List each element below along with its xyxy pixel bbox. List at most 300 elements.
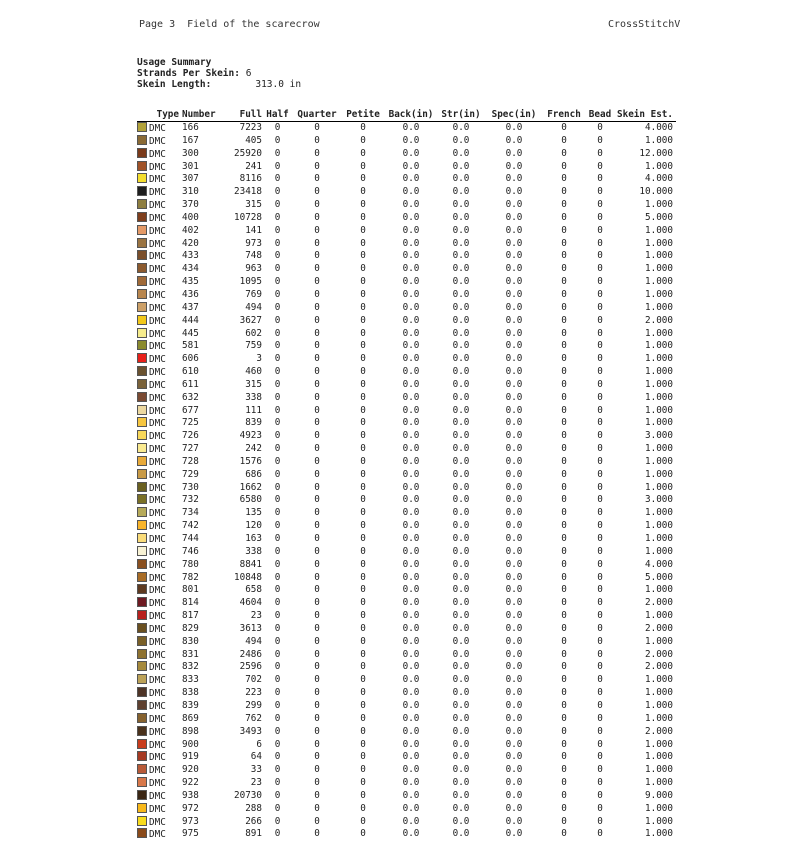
spec-length: 0.0 — [505, 674, 523, 686]
thread-type-cell — [137, 764, 179, 777]
french-count: 0 — [561, 481, 567, 493]
str-length: 0.0 — [452, 777, 470, 789]
bead-count: 0 — [597, 738, 603, 750]
thread-type-cell — [137, 430, 179, 443]
color-swatch — [137, 739, 147, 749]
table-row — [137, 559, 676, 572]
half-count: 0 — [274, 134, 281, 146]
spec-length: 0.0 — [505, 186, 523, 198]
petite-count: 0 — [360, 738, 366, 750]
table-row — [137, 623, 676, 636]
col-french: French — [547, 109, 581, 121]
spec-length: 0.0 — [505, 468, 523, 480]
back-length: 0.0 — [402, 378, 420, 390]
petite-count: 0 — [360, 237, 366, 249]
color-swatch — [137, 803, 147, 813]
quarter-count: 0 — [314, 134, 320, 146]
col-spec: Spec(in) — [491, 109, 537, 121]
thread-type-cell — [137, 340, 179, 353]
french-count: 0 — [561, 340, 567, 352]
thread-number: 920 — [182, 764, 199, 776]
half-count: 0 — [274, 738, 281, 750]
thread-type-cell — [137, 584, 179, 597]
full-count: 33 — [250, 764, 262, 776]
spec-length: 0.0 — [505, 738, 523, 750]
half-count: 0 — [274, 674, 281, 686]
full-count: 891 — [245, 828, 262, 840]
quarter-count: 0 — [314, 725, 320, 737]
french-count: 0 — [561, 751, 567, 763]
petite-count: 0 — [360, 815, 366, 827]
table-row — [137, 649, 676, 662]
table-row — [137, 135, 676, 148]
quarter-count: 0 — [314, 366, 320, 378]
spec-length: 0.0 — [505, 134, 523, 146]
quarter-count: 0 — [314, 687, 320, 699]
thread-type-cell — [137, 636, 179, 649]
quarter-count: 0 — [314, 764, 320, 776]
back-length: 0.0 — [402, 661, 420, 673]
thread-type-cell — [137, 572, 179, 585]
spec-length: 0.0 — [505, 648, 523, 660]
thread-type: DMC — [149, 354, 166, 366]
full-count: 769 — [245, 288, 262, 300]
thread-type: DMC — [149, 289, 166, 301]
thread-number: 831 — [182, 648, 199, 660]
thread-type: DMC — [149, 508, 166, 520]
spec-length: 0.0 — [505, 481, 523, 493]
quarter-count: 0 — [314, 186, 320, 198]
full-count: 6 — [256, 738, 262, 750]
back-length: 0.0 — [402, 622, 420, 634]
full-count: 135 — [245, 507, 262, 519]
spec-length: 0.0 — [505, 404, 523, 416]
bead-count: 0 — [597, 494, 603, 506]
table-row — [137, 212, 676, 225]
thread-type: DMC — [149, 418, 166, 430]
quarter-count: 0 — [314, 430, 320, 442]
str-length: 0.0 — [452, 134, 470, 146]
thread-type: DMC — [149, 713, 166, 725]
thread-type-cell — [137, 392, 179, 405]
thread-type: DMC — [149, 739, 166, 751]
back-length: 0.0 — [402, 725, 420, 737]
spec-length: 0.0 — [505, 622, 523, 634]
half-count: 0 — [274, 122, 281, 133]
full-count: 266 — [245, 815, 262, 827]
french-count: 0 — [561, 199, 567, 211]
thread-type-cell — [137, 148, 179, 161]
usage-table — [137, 110, 676, 841]
bead-count: 0 — [597, 777, 603, 789]
thread-number: 310 — [182, 186, 199, 198]
bead-count: 0 — [597, 404, 603, 416]
str-length: 0.0 — [452, 751, 470, 763]
half-count: 0 — [274, 468, 281, 480]
table-row — [137, 816, 676, 829]
bead-count: 0 — [597, 674, 603, 686]
str-length: 0.0 — [452, 314, 470, 326]
spec-length: 0.0 — [505, 455, 523, 467]
bead-count: 0 — [597, 635, 603, 647]
french-count: 0 — [561, 224, 567, 236]
french-count: 0 — [561, 661, 567, 673]
back-length: 0.0 — [402, 417, 420, 429]
thread-type-cell — [137, 302, 179, 315]
french-count: 0 — [561, 648, 567, 660]
full-count: 25920 — [234, 147, 262, 159]
half-count: 0 — [274, 699, 281, 711]
thread-number: 400 — [182, 211, 199, 223]
half-count: 0 — [274, 366, 281, 378]
french-count: 0 — [561, 404, 567, 416]
thread-type-cell — [137, 186, 179, 199]
spec-length: 0.0 — [505, 558, 523, 570]
spec-length: 0.0 — [505, 751, 523, 763]
back-length: 0.0 — [402, 366, 420, 378]
color-swatch — [137, 148, 147, 158]
str-length: 0.0 — [452, 622, 470, 634]
table-row — [137, 263, 676, 276]
bead-count: 0 — [597, 802, 603, 814]
color-swatch — [137, 186, 147, 196]
thread-type-cell — [137, 135, 179, 148]
thread-number: 166 — [182, 122, 199, 133]
thread-number: 420 — [182, 237, 199, 249]
str-length: 0.0 — [452, 250, 470, 262]
thread-type: DMC — [149, 456, 166, 468]
quarter-count: 0 — [314, 378, 320, 390]
spec-length: 0.0 — [505, 764, 523, 776]
thread-number: 307 — [182, 173, 199, 185]
petite-count: 0 — [360, 134, 366, 146]
color-swatch — [137, 392, 147, 402]
col-bead: Bead — [588, 109, 612, 121]
table-row — [137, 430, 676, 443]
back-length: 0.0 — [402, 353, 420, 365]
thread-type-cell — [137, 456, 179, 469]
bead-count: 0 — [597, 340, 603, 352]
petite-count: 0 — [360, 160, 366, 172]
spec-length: 0.0 — [505, 391, 523, 403]
str-length: 0.0 — [452, 404, 470, 416]
back-length: 0.0 — [402, 777, 420, 789]
str-length: 0.0 — [452, 301, 470, 313]
skein-estimate: 1.000 — [645, 751, 673, 763]
full-count: 658 — [245, 584, 262, 596]
full-count: 241 — [245, 160, 262, 172]
thread-number: 734 — [182, 507, 199, 519]
petite-count: 0 — [360, 327, 366, 339]
half-count: 0 — [274, 494, 281, 506]
back-length: 0.0 — [402, 558, 420, 570]
bead-count: 0 — [597, 314, 603, 326]
half-count: 0 — [274, 520, 281, 532]
thread-type: DMC — [149, 174, 166, 186]
color-swatch — [137, 674, 147, 684]
color-swatch — [137, 559, 147, 569]
back-length: 0.0 — [402, 712, 420, 724]
spec-length: 0.0 — [505, 250, 523, 262]
spec-length: 0.0 — [505, 147, 523, 159]
color-swatch — [137, 328, 147, 338]
french-count: 0 — [561, 699, 567, 711]
spec-length: 0.0 — [505, 507, 523, 519]
spec-length: 0.0 — [505, 789, 523, 801]
skein-estimate: 1.000 — [645, 276, 673, 288]
half-count: 0 — [274, 237, 281, 249]
thread-type: DMC — [149, 264, 166, 276]
quarter-count: 0 — [314, 301, 320, 313]
petite-count: 0 — [360, 687, 366, 699]
french-count: 0 — [561, 777, 567, 789]
quarter-count: 0 — [314, 674, 320, 686]
back-length: 0.0 — [402, 687, 420, 699]
table-row — [137, 392, 676, 405]
bead-count: 0 — [597, 648, 603, 660]
skein-estimate: 1.000 — [645, 366, 673, 378]
petite-count: 0 — [360, 648, 366, 660]
skein-estimate: 2.000 — [645, 622, 673, 634]
thread-type: DMC — [149, 649, 166, 661]
table-row — [137, 610, 676, 623]
quarter-count: 0 — [314, 468, 320, 480]
petite-count: 0 — [360, 622, 366, 634]
str-length: 0.0 — [452, 802, 470, 814]
full-count: 494 — [245, 635, 262, 647]
back-length: 0.0 — [402, 430, 420, 442]
color-swatch — [137, 790, 147, 800]
back-length: 0.0 — [402, 674, 420, 686]
thread-type-cell — [137, 559, 179, 572]
full-count: 6580 — [239, 494, 262, 506]
table-row — [137, 238, 676, 251]
str-length: 0.0 — [452, 764, 470, 776]
color-swatch — [137, 494, 147, 504]
thread-type: DMC — [149, 636, 166, 648]
full-count: 1095 — [239, 276, 262, 288]
petite-count: 0 — [360, 468, 366, 480]
full-count: 494 — [245, 301, 262, 313]
quarter-count: 0 — [314, 610, 320, 622]
thread-type: DMC — [149, 148, 166, 160]
full-count: 748 — [245, 250, 262, 262]
half-count: 0 — [274, 340, 281, 352]
str-length: 0.0 — [452, 558, 470, 570]
quarter-count: 0 — [314, 481, 320, 493]
half-count: 0 — [274, 378, 281, 390]
bead-count: 0 — [597, 263, 603, 275]
petite-count: 0 — [360, 674, 366, 686]
color-swatch — [137, 405, 147, 415]
skein-estimate: 1.000 — [645, 134, 673, 146]
petite-count: 0 — [360, 263, 366, 275]
skein-estimate: 1.000 — [645, 353, 673, 365]
back-length: 0.0 — [402, 789, 420, 801]
petite-count: 0 — [360, 481, 366, 493]
bead-count: 0 — [597, 147, 603, 159]
thread-type: DMC — [149, 225, 166, 237]
full-count: 4923 — [239, 430, 262, 442]
skein-estimate: 9.000 — [645, 789, 673, 801]
thread-number: 838 — [182, 687, 199, 699]
thread-type-cell — [137, 379, 179, 392]
thread-number: 606 — [182, 353, 199, 365]
full-count: 702 — [245, 674, 262, 686]
petite-count: 0 — [360, 199, 366, 211]
bead-count: 0 — [597, 507, 603, 519]
skein-estimate: 12.000 — [639, 147, 673, 159]
color-swatch — [137, 816, 147, 826]
thread-number: 839 — [182, 699, 199, 711]
thread-type: DMC — [149, 444, 166, 456]
bead-count: 0 — [597, 699, 603, 711]
str-length: 0.0 — [452, 648, 470, 660]
skein-estimate: 1.000 — [645, 481, 673, 493]
thread-type: DMC — [149, 662, 166, 674]
half-count: 0 — [274, 147, 281, 159]
thread-type: DMC — [149, 315, 166, 327]
str-length: 0.0 — [452, 533, 470, 544]
thread-type: DMC — [149, 546, 166, 558]
str-length: 0.0 — [452, 699, 470, 711]
thread-type-cell — [137, 122, 179, 135]
skein-estimate: 1.000 — [645, 828, 673, 840]
bead-count: 0 — [597, 237, 603, 249]
thread-type: DMC — [149, 675, 166, 687]
thread-type-cell — [137, 674, 179, 687]
thread-type: DMC — [149, 623, 166, 635]
str-length: 0.0 — [452, 417, 470, 429]
thread-number: 782 — [182, 571, 199, 583]
spec-length: 0.0 — [505, 545, 523, 557]
table-row — [137, 328, 676, 341]
back-length: 0.0 — [402, 340, 420, 352]
table-row — [137, 379, 676, 392]
thread-number: 814 — [182, 597, 199, 609]
back-length: 0.0 — [402, 738, 420, 750]
full-count: 1576 — [239, 455, 262, 467]
thread-type-cell — [137, 610, 179, 623]
color-swatch — [137, 623, 147, 633]
quarter-count: 0 — [314, 237, 320, 249]
color-swatch — [137, 366, 147, 376]
skein-estimate: 1.000 — [645, 288, 673, 300]
french-count: 0 — [561, 558, 567, 570]
spec-length: 0.0 — [505, 661, 523, 673]
quarter-count: 0 — [314, 173, 320, 185]
half-count: 0 — [274, 391, 281, 403]
back-length: 0.0 — [402, 301, 420, 313]
french-count: 0 — [561, 353, 567, 365]
color-swatch — [137, 199, 147, 209]
half-count: 0 — [274, 764, 281, 776]
spec-length: 0.0 — [505, 687, 523, 699]
color-swatch — [137, 340, 147, 350]
back-length: 0.0 — [402, 764, 420, 776]
petite-count: 0 — [360, 802, 366, 814]
full-count: 3613 — [239, 622, 262, 634]
spec-length: 0.0 — [505, 301, 523, 313]
color-swatch — [137, 764, 147, 774]
spec-length: 0.0 — [505, 520, 523, 532]
color-swatch — [137, 263, 147, 273]
table-row — [137, 661, 676, 674]
thread-type: DMC — [149, 200, 166, 212]
full-count: 111 — [245, 404, 262, 416]
half-count: 0 — [274, 211, 281, 223]
full-count: 759 — [245, 340, 262, 352]
quarter-count: 0 — [314, 404, 320, 416]
thread-type-cell — [137, 597, 179, 610]
color-swatch — [137, 610, 147, 620]
color-swatch — [137, 417, 147, 427]
half-count: 0 — [274, 648, 281, 660]
french-count: 0 — [561, 366, 567, 378]
quarter-count: 0 — [314, 815, 320, 827]
french-count: 0 — [561, 250, 567, 262]
str-length: 0.0 — [452, 173, 470, 185]
str-length: 0.0 — [452, 725, 470, 737]
half-count: 0 — [274, 610, 281, 622]
thread-number: 611 — [182, 378, 199, 390]
col-skein-est: Skein Est. — [617, 109, 673, 121]
col-type: Type — [156, 109, 179, 121]
thread-type: DMC — [149, 161, 166, 173]
french-count: 0 — [561, 147, 567, 159]
str-length: 0.0 — [452, 597, 470, 609]
thread-type-cell — [137, 250, 179, 263]
thread-number: 402 — [182, 224, 199, 236]
bead-count: 0 — [597, 597, 603, 609]
full-count: 299 — [245, 699, 262, 711]
table-row — [137, 186, 676, 199]
thread-type: DMC — [149, 803, 166, 815]
quarter-count: 0 — [314, 520, 320, 532]
skein-estimate: 1.000 — [645, 160, 673, 172]
color-swatch — [137, 661, 147, 671]
skein-estimate: 1.000 — [645, 777, 673, 789]
full-count: 223 — [245, 687, 262, 699]
french-count: 0 — [561, 725, 567, 737]
full-count: 460 — [245, 366, 262, 378]
spec-length: 0.0 — [505, 314, 523, 326]
table-row — [137, 700, 676, 713]
thread-type: DMC — [149, 598, 166, 610]
skein-estimate: 3.000 — [645, 430, 673, 442]
bead-count: 0 — [597, 661, 603, 673]
skein-estimate: 1.000 — [645, 699, 673, 711]
french-count: 0 — [561, 828, 567, 840]
col-quarter: Quarter — [297, 109, 337, 121]
back-length: 0.0 — [402, 314, 420, 326]
spec-length: 0.0 — [505, 777, 523, 789]
str-length: 0.0 — [452, 288, 470, 300]
half-count: 0 — [274, 404, 281, 416]
back-length: 0.0 — [402, 263, 420, 275]
quarter-count: 0 — [314, 353, 320, 365]
col-number: Number — [182, 109, 216, 121]
skein-estimate: 1.000 — [645, 301, 673, 313]
spec-length: 0.0 — [505, 494, 523, 506]
str-length: 0.0 — [452, 828, 470, 840]
thread-type: DMC — [149, 688, 166, 700]
quarter-count: 0 — [314, 597, 320, 609]
french-count: 0 — [561, 134, 567, 146]
bead-count: 0 — [597, 751, 603, 763]
french-count: 0 — [561, 417, 567, 429]
back-length: 0.0 — [402, 699, 420, 711]
